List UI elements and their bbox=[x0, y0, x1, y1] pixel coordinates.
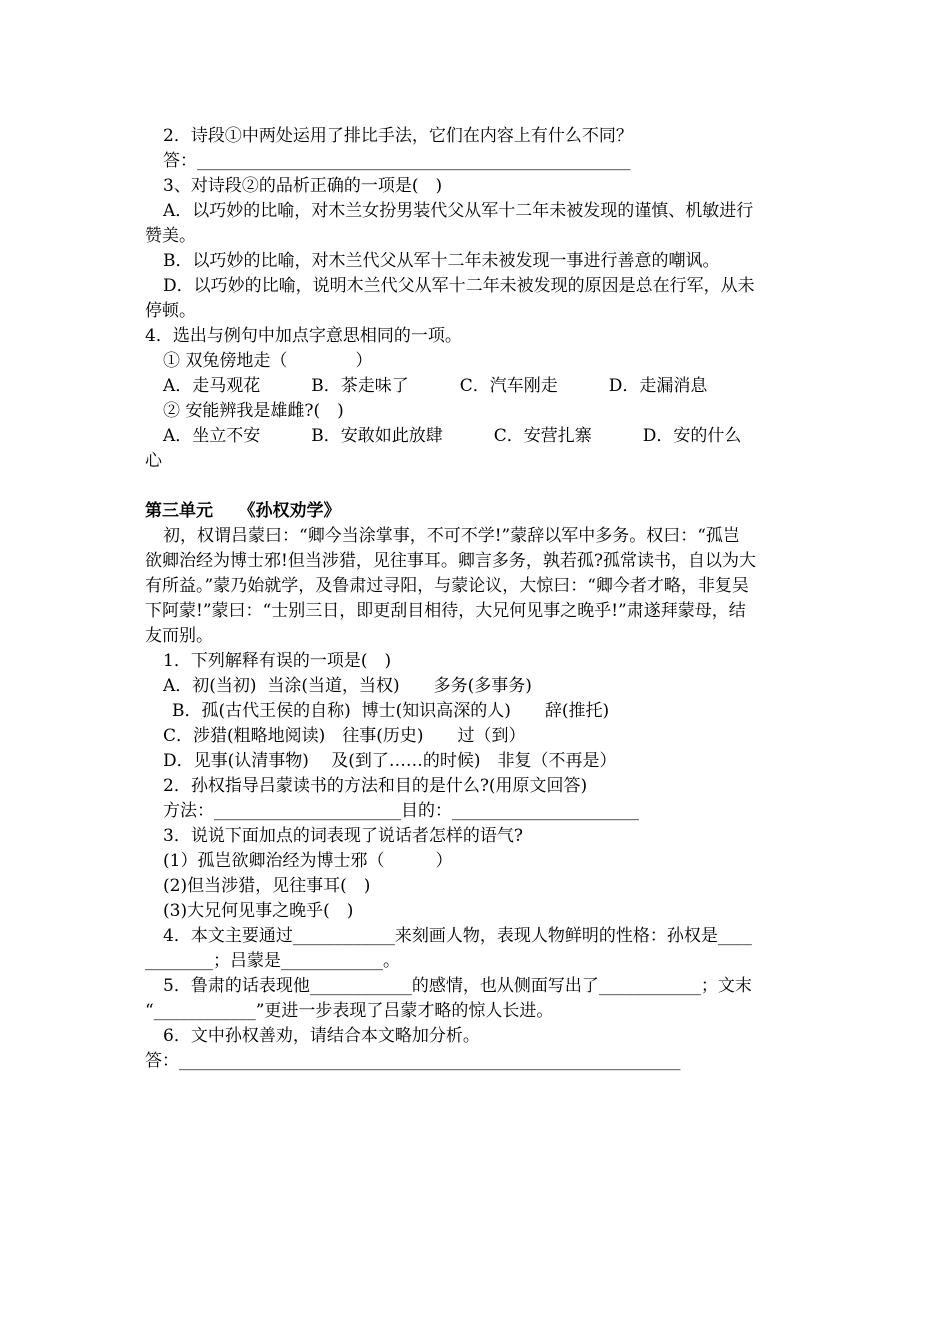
question-1-text: 1．下列解释有误的一项是( ) bbox=[163, 651, 392, 671]
q1-option-c: C．涉猎(粗略地阅读) 往事(历史) 过（到） bbox=[163, 726, 526, 746]
section-heading: 第三单元 《孙权劝学》 bbox=[145, 501, 341, 521]
answer-line: 答：___________________________________________________ bbox=[163, 151, 631, 171]
q1-option-a: A．初(当初) 当涂(当道，当权) 多务(多事务) bbox=[163, 676, 532, 696]
passage-line: 初，权谓吕蒙曰：“卿今当涂掌事，不可不学!”蒙辞以军中多务。权曰：“孤岂 bbox=[163, 526, 740, 546]
q1-option-d: D．见事(认清事物) 及(到了……的时候) 非复（不再是） bbox=[163, 751, 617, 771]
example-2-continuation: 心 bbox=[145, 451, 162, 471]
question-3-text: 3．说说下面加点的词表现了说话者怎样的语气? bbox=[163, 826, 523, 846]
question-4-text: 4．选出与例句中加点字意思相同的一项。 bbox=[145, 326, 462, 346]
example-1-options: A．走马观花 B．茶走味了 C．汽车刚走 D．走漏消息 bbox=[163, 376, 708, 396]
example-2-text: ② 安能辨我是雄雌?( ) bbox=[163, 401, 344, 421]
q3-item-2: (2)但当涉猎，见往事耳( ) bbox=[163, 876, 371, 896]
question-5-continuation: “____________”更进一步表现了吕蒙才略的惊人长进。 bbox=[145, 1001, 554, 1021]
example-2-options: A．坐立不安 B．安敢如此放肆 C．安营扎寨 D．安的什么 bbox=[163, 426, 742, 446]
passage-line: 友而别。 bbox=[145, 626, 213, 646]
option-a-continuation: 赞美。 bbox=[145, 226, 196, 246]
q3-item-1: (1）孤岂欲卿治经为博士邪（ ） bbox=[163, 851, 453, 871]
option-d-text: D．以巧妙的比喻，说明木兰代父从军十二年未被发现的原因是总在行军，从未 bbox=[163, 276, 755, 296]
q6-answer-line: 答：___________________________________________________________ bbox=[145, 1051, 681, 1071]
q3-item-3: (3)大兄何见事之晚乎( ) bbox=[163, 901, 354, 921]
question-2-text: 2．诗段①中两处运用了排比手法，它们在内容上有什么不同？ bbox=[163, 126, 633, 146]
q2-answer-line: 方法：______________________目的：______________________ bbox=[163, 801, 639, 821]
option-d-continuation: 停顿。 bbox=[145, 301, 196, 321]
example-1-text: ① 双兔傍地走（ ） bbox=[163, 351, 373, 371]
q1-option-b: B．孤(古代王侯的自称) 博士(知识高深的人) 辞(推托) bbox=[172, 701, 610, 721]
question-4-continuation: ________；吕蒙是____________。 bbox=[145, 951, 400, 971]
question-2-text: 2．孙权指导吕蒙读书的方法和目的是什么?(用原文回答) bbox=[163, 776, 588, 796]
passage-line: 欲卿治经为博士邪!但当涉猎，见往事耳。卿言多务，孰若孤?孤常读书，自以为大 bbox=[145, 551, 756, 571]
option-a-text: A．以巧妙的比喻，对木兰女扮男装代父从军十二年未被发现的谨慎、机敏进行 bbox=[163, 201, 754, 221]
option-b-text: B．以巧妙的比喻，对木兰代父从军十二年未被发现一事进行善意的嘲讽。 bbox=[163, 251, 720, 271]
passage-line: 有所益。”蒙乃始就学，及鲁肃过寻阳，与蒙论议，大惊曰：“卿今者才略，非复吴 bbox=[145, 576, 749, 596]
question-3-text: 3、对诗段②的品析正确的一项是( ) bbox=[163, 176, 443, 196]
question-5-text: 5．鲁肃的话表现他____________的感情，也从侧面写出了____________；文末 bbox=[163, 976, 752, 996]
question-4-text: 4．本文主要通过____________来刻画人物，表现人物鲜明的性格：孙权是____ bbox=[163, 926, 752, 946]
passage-line: 下阿蒙!”蒙曰：“士别三日，即更刮目相待，大兄何见事之晚乎!”肃遂拜蒙母，结 bbox=[145, 601, 746, 621]
question-6-text: 6．文中孙权善劝，请结合本文略加分析。 bbox=[163, 1026, 480, 1046]
